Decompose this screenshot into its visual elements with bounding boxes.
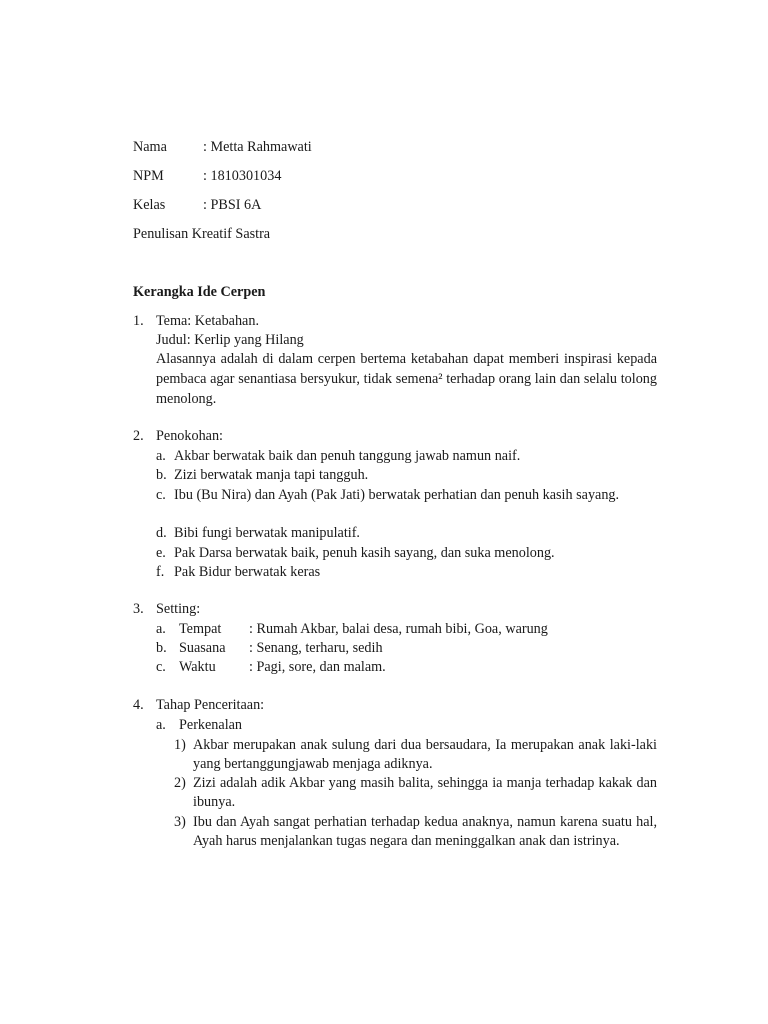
setting-name: Suasana <box>179 640 226 656</box>
section3-heading: Setting: <box>156 601 201 617</box>
setting-name: Tempat <box>179 621 222 637</box>
section4-heading: Tahap Penceritaan: <box>156 697 265 713</box>
list-item-marker: b. <box>156 467 167 483</box>
list-item-marker: e. <box>156 545 166 561</box>
list-item: Pak Darsa berwatak baik, penuh kasih sayang, dan suka menolong. <box>174 545 555 561</box>
npm-value: : 1810301034 <box>203 168 282 184</box>
numbered-item: Zizi adalah adik Akbar yang masih balita, sehingga ia manja terhadap kakak dan ibunya. <box>193 775 657 810</box>
section1-tema: Tema: Ketabahan. <box>156 313 259 329</box>
list-item-marker: a. <box>156 448 166 464</box>
list-item-marker: f. <box>156 564 165 580</box>
setting-name: Waktu <box>179 659 216 675</box>
section1-alasan: Alasannya adalah di dalam cerpen bertema ketabahan dapat memberi inspirasi kepada pembaca agar senantiasa bersyukur, tidak semena² terhadap orang lain dan selalu tolong menolong. <box>156 351 657 407</box>
document-title: Kerangka Ide Cerpen <box>133 284 266 300</box>
npm-label: NPM <box>133 168 164 184</box>
numbered-item-marker: 1) <box>174 737 186 753</box>
setting-value: : Rumah Akbar, balai desa, rumah bibi, Goa, warung <box>249 621 548 637</box>
setting-marker: a. <box>156 621 166 637</box>
numbered-item-marker: 3) <box>174 814 186 830</box>
section1-judul: Judul: Kerlip yang Hilang <box>156 332 304 348</box>
list-item-marker: d. <box>156 525 167 541</box>
numbered-item-marker: 2) <box>174 775 186 791</box>
list-item: Akbar berwatak baik dan penuh tanggung jawab namun naif. <box>174 448 521 464</box>
section1-number: 1. <box>133 313 144 329</box>
section3-number: 3. <box>133 601 144 617</box>
nama-value: : Metta Rahmawati <box>203 139 312 155</box>
list-item: Pak Bidur berwatak keras <box>174 564 321 580</box>
section4-number: 4. <box>133 697 144 713</box>
numbered-item: Akbar merupakan anak sulung dari dua bersaudara, Ia merupakan anak laki-laki yang bertanggungjawab menjaga adiknya. <box>193 737 657 772</box>
course-name: Penulisan Kreatif Sastra <box>133 226 271 242</box>
nama-label: Nama <box>133 139 167 155</box>
kelas-value: : PBSI 6A <box>203 197 262 213</box>
list-item: Ibu (Bu Nira) dan Ayah (Pak Jati) berwatak perhatian dan penuh kasih sayang. <box>174 487 620 503</box>
kelas-label: Kelas <box>133 197 166 213</box>
setting-value: : Pagi, sore, dan malam. <box>249 659 386 675</box>
section2-heading: Penokohan: <box>156 428 223 444</box>
section2-number: 2. <box>133 428 144 444</box>
list-item-marker: c. <box>156 487 166 503</box>
setting-marker: c. <box>156 659 166 675</box>
setting-marker: b. <box>156 640 167 656</box>
list-item: Bibi fungi berwatak manipulatif. <box>174 525 360 541</box>
numbered-item: Ibu dan Ayah sangat perhatian terhadap kedua anaknya, namun karena suatu hal, Ayah harus menjalankan tugas negara dan meninggalkan anak dan istrinya. <box>193 814 657 849</box>
subsection-marker: a. <box>156 717 166 733</box>
list-item: Zizi berwatak manja tapi tangguh. <box>174 467 369 483</box>
setting-value: : Senang, terharu, sedih <box>249 640 383 656</box>
subsection-heading: Perkenalan <box>179 717 243 733</box>
